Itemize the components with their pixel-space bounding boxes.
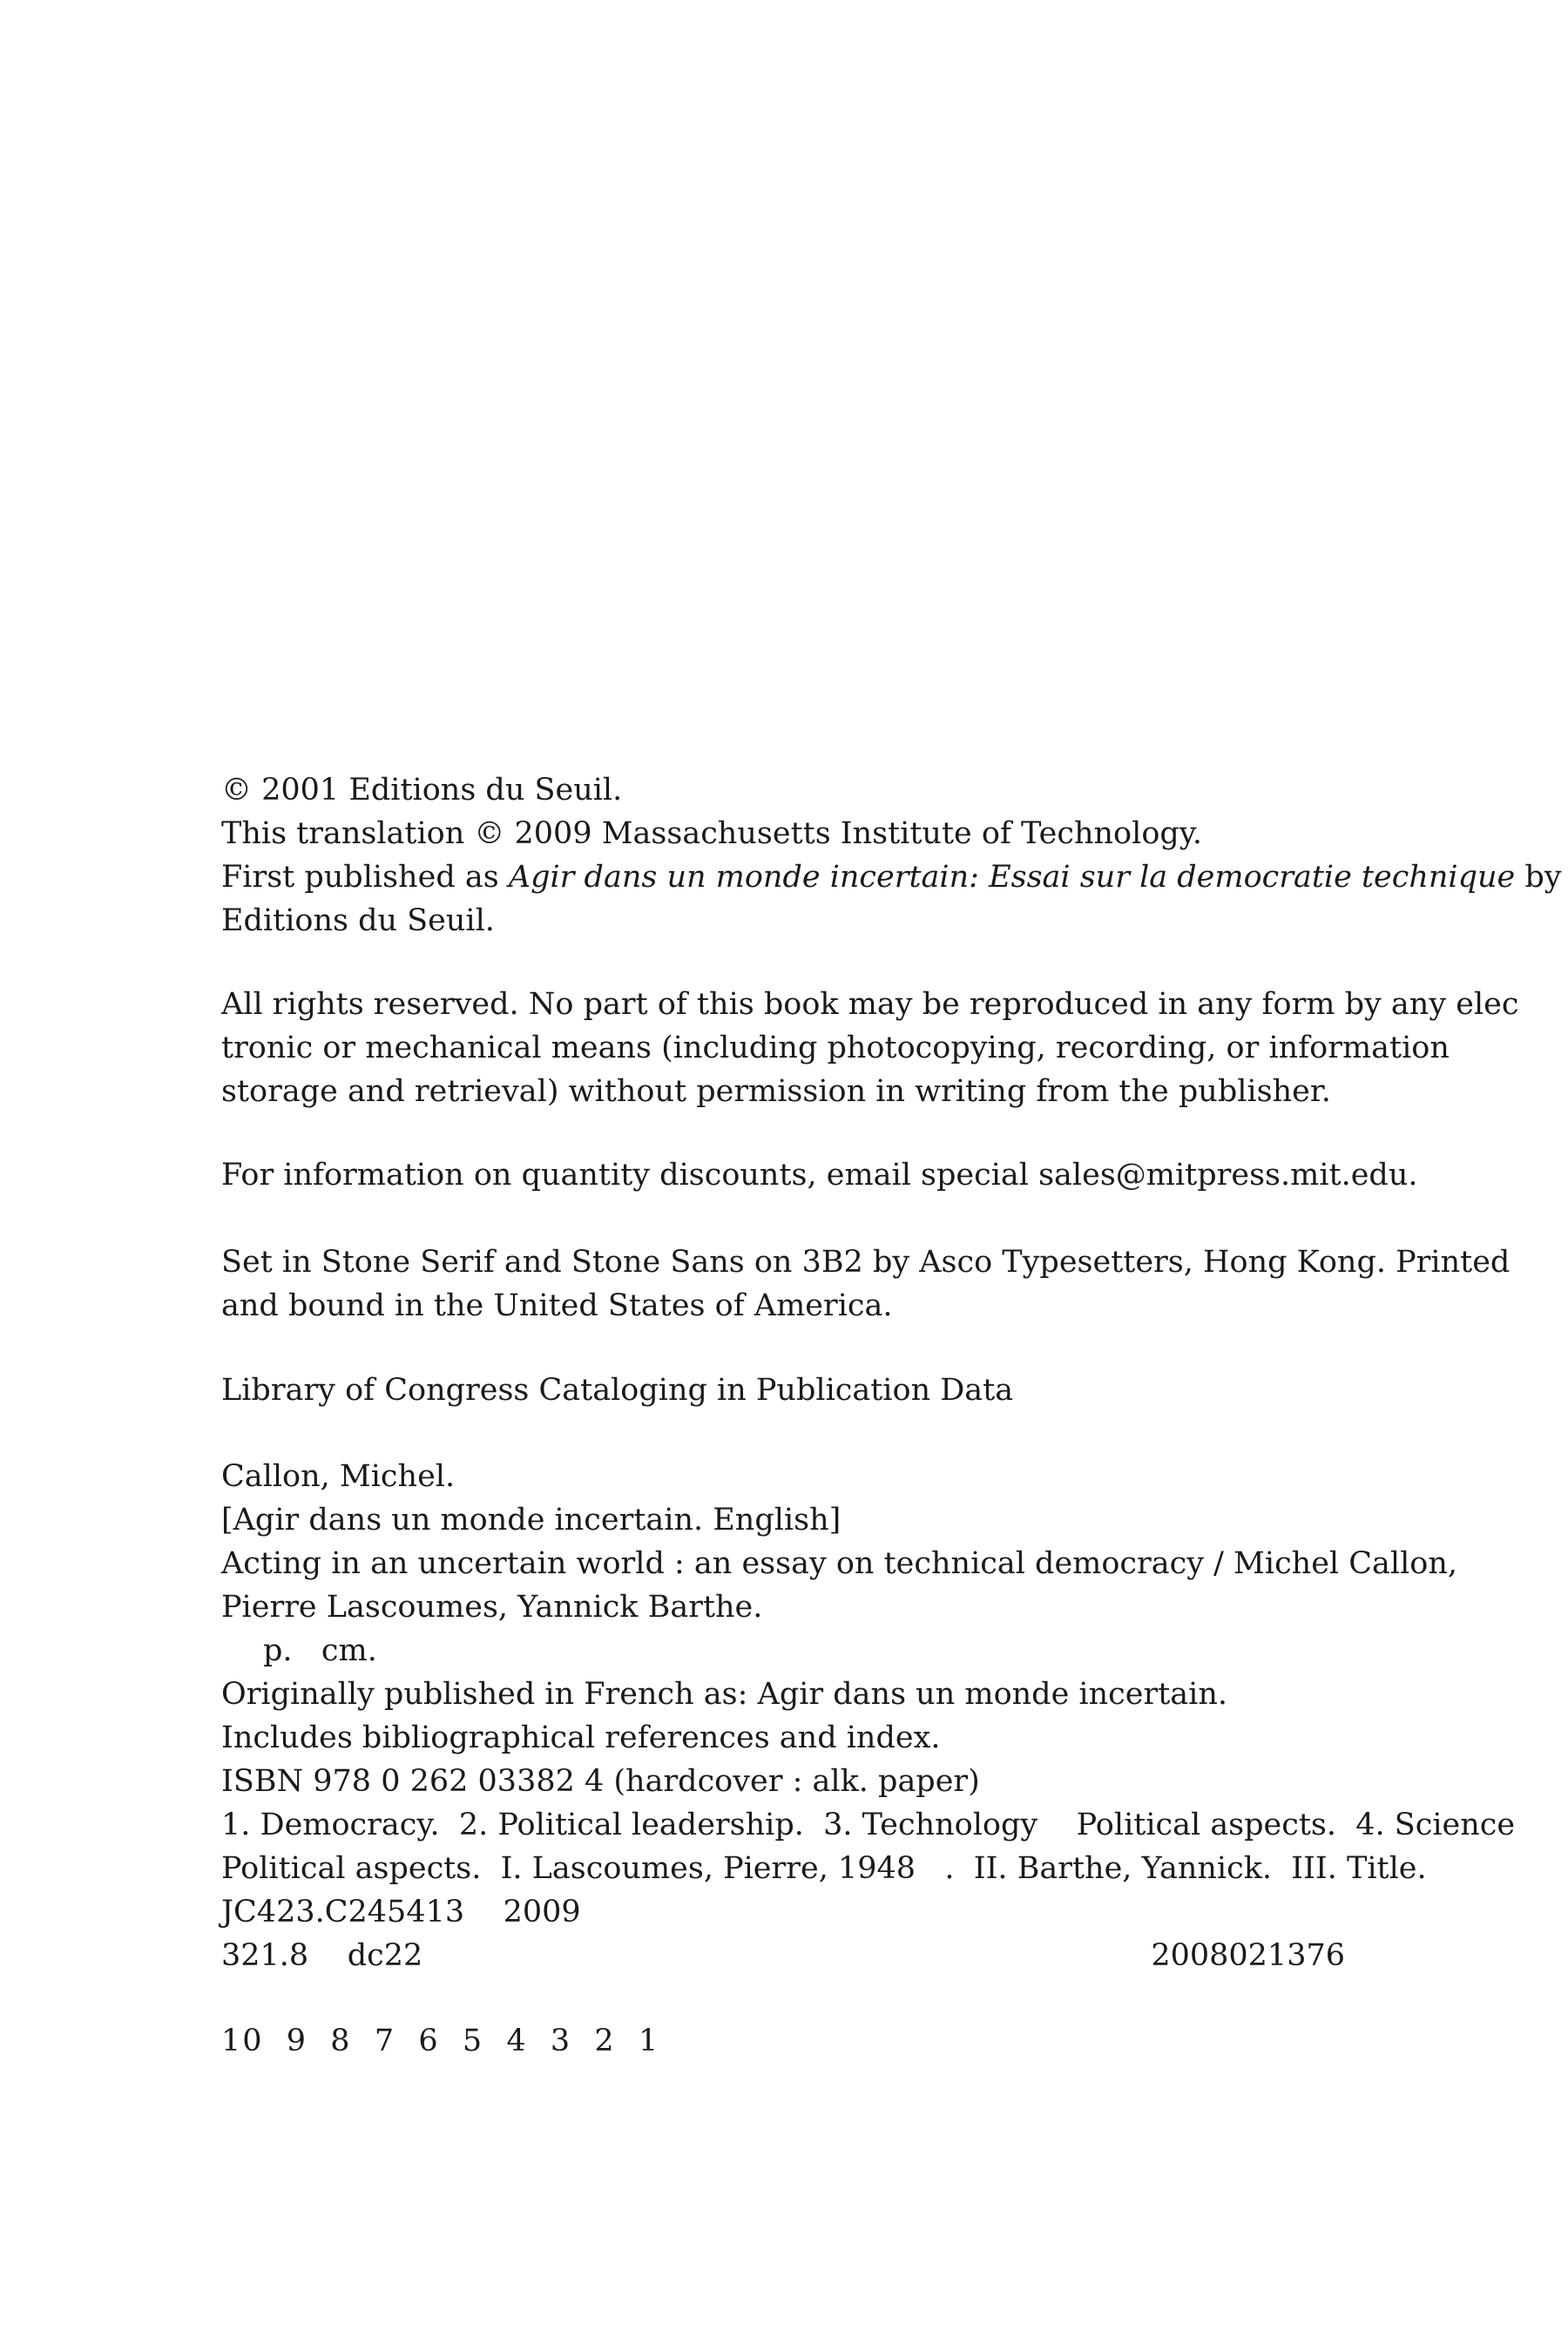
cip-class-row: [221, 1934, 1345, 1977]
copyright-translation: This translation © 2009 Massachusetts Institute of Technology.: [221, 816, 1203, 851]
cip-call-number: JC423.C245413 2009: [221, 1895, 581, 1930]
printing-block: [221, 2019, 1345, 2063]
cip-subjects: 1. Democracy. 2. Political leadership. 3. Technology Political aspects. 4. Science: [221, 1808, 1516, 1842]
discounts-line: For information on quantity discounts, email special sales@mitpress.mit.edu.: [221, 1158, 1418, 1193]
cip-pagination: p. cm.: [263, 1633, 377, 1668]
rights-line-1: All rights reserved. No part of this book may be reproduced in any form by any elec: [221, 987, 1519, 1022]
cip-title: Acting in an uncertain world : an essay on technical democracy / Michel Callon,: [221, 1546, 1458, 1581]
rights-line-2: tronic or mechanical means (including photocopying, recording, or information: [221, 1031, 1450, 1065]
cip-original-note: Originally published in French as: Agir dans un monde incertain.: [221, 1677, 1227, 1712]
printing-line: 10 9 8 7 6 5 4 3 2 1: [221, 2024, 660, 2058]
original-title: Agir dans un monde incertain: Essai sur la democratie technique: [508, 860, 1516, 895]
copyright-block: [221, 768, 1562, 943]
original-publisher: Editions du Seuil.: [221, 903, 495, 938]
copyright-seuil: © 2001 Editions du Seuil.: [221, 773, 623, 808]
first-published-suffix: by: [1515, 860, 1562, 895]
first-published-prefix: First published as: [221, 860, 509, 895]
cip-heading: Library of Congress Cataloging in Publication Data: [221, 1373, 1014, 1408]
cip-authors-cont: Pierre Lascoumes, Yannick Barthe.: [221, 1590, 763, 1625]
first-published-line: [221, 855, 1562, 899]
typesetting-block: [221, 1240, 1511, 1328]
typesetting-line-1: Set in Stone Serif and Stone Sans on 3B2 by Asco Typesetters, Hong Kong. Printed: [221, 1245, 1511, 1280]
cip-author: Callon, Michel.: [221, 1459, 456, 1494]
discounts-block: [221, 1153, 1418, 1197]
cip-subjects-cont: Political aspects. I. Lascoumes, Pierre, 1948 . II. Barthe, Yannick. III. Title.: [221, 1851, 1427, 1886]
cip-bibliography-note: Includes bibliographical references and index.: [221, 1720, 941, 1755]
cip-class-number: 321.8 dc22: [221, 1938, 423, 1973]
rights-block: [221, 983, 1519, 1113]
cip-uniform-title: [Agir dans un monde incertain. English]: [221, 1503, 841, 1538]
cip-record: [221, 1455, 1516, 1977]
typesetting-line-2: and bound in the United States of America.: [221, 1288, 893, 1323]
rights-line-3: storage and retrieval) without permission in writing from the publisher.: [221, 1074, 1331, 1109]
cip-heading-block: [221, 1369, 1345, 1412]
cip-lccn: 2008021376: [1151, 1938, 1345, 1973]
cip-isbn: ISBN 978 0 262 03382 4 (hardcover : alk. paper): [221, 1764, 980, 1799]
